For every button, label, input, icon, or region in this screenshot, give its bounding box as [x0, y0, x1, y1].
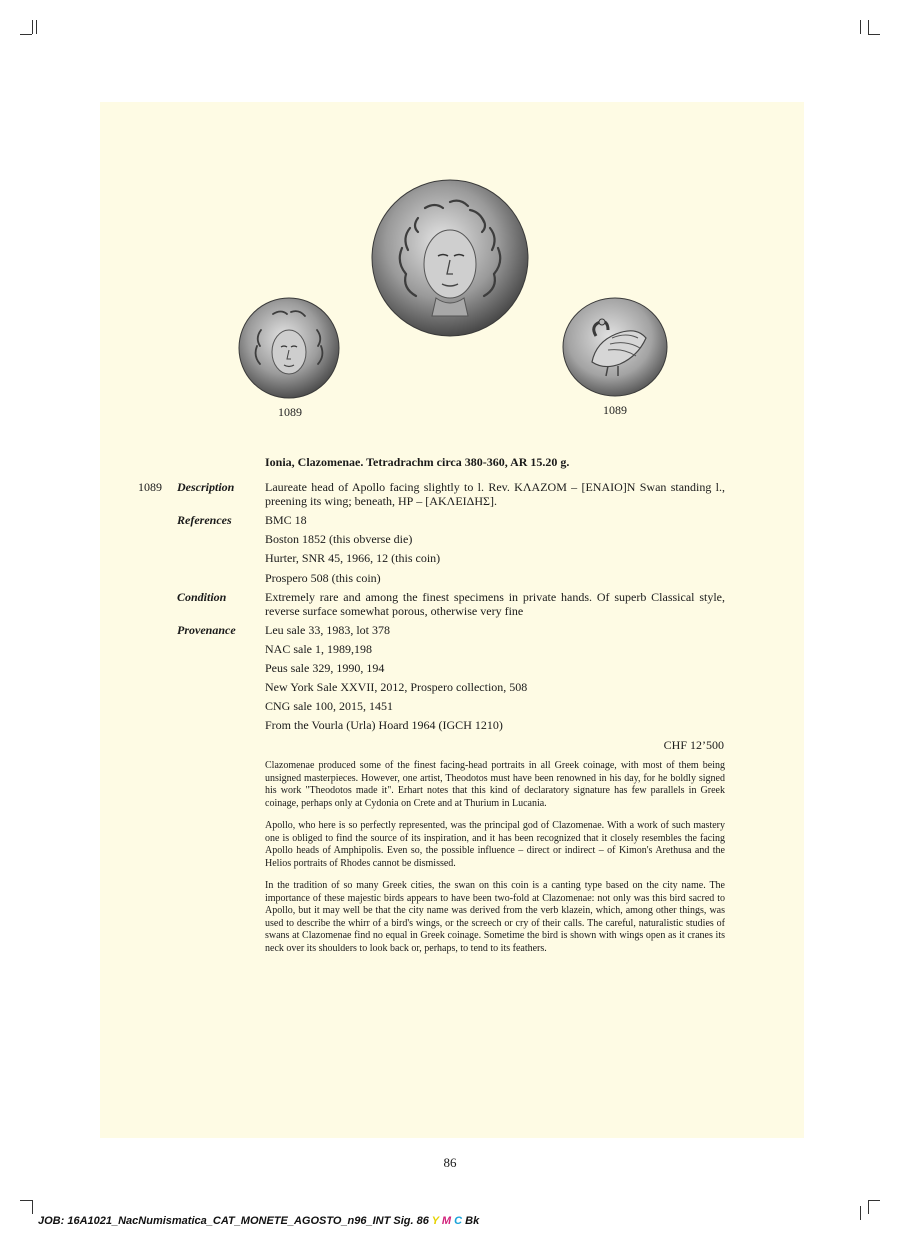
provenance-line: From the Vourla (Urla) Hoard 1964 (IGCH 1210) [265, 718, 503, 732]
reference-line: BMC 18 [265, 513, 307, 527]
job-slug [38, 1215, 479, 1227]
color-y-label: Y [431, 1215, 439, 1227]
crop-mark-bottom-right [860, 1200, 876, 1216]
essay-paragraph: In the tradition of so many Greek cities, the swan on this coin is a canting type based on the city name. The importance of these majestic birds appears to have been two-fold at Clazomenae: not only was this bird sacred to Apollo, but it may well be that the city name was derived from the verb klazein, which, among other things, was used to describe the whirr of a bird's wings, or the screech or cry of their calls. The careful, naturalistic studies of swans at Clazomenae find no equal in Greek coinage. Sometime the bird is shown with wings open as it cranes its neck over its shoulders to look back or, perhaps, to tend to its feathers. [265, 880, 725, 954]
reference-line: Prospero 508 (this coin) [265, 571, 381, 585]
provenance-label: Provenance [177, 623, 236, 637]
job-slug-text: JOB: 16A1021_NacNumismatica_CAT_MONETE_AGOSTO_n96_INT Sig. 86 [38, 1215, 429, 1227]
crop-mark-top-left [20, 20, 36, 36]
crop-mark-top-right [860, 20, 876, 36]
crop-mark-top-left-inner [36, 20, 52, 36]
lot-estimate: CHF 12’500 [663, 738, 724, 752]
provenance-line: Leu sale 33, 1983, lot 378 [265, 623, 390, 637]
coin-obverse-label: 1089 [278, 405, 302, 419]
condition-text: Extremely rare and among the finest specimens in private hands. Of superb Classical style, reverse surface somewhat porous, otherwise very fine [265, 590, 725, 618]
provenance-line: New York Sale XXVII, 2012, Prospero collection, 508 [265, 680, 528, 694]
reference-line: Boston 1852 (this obverse die) [265, 532, 413, 546]
provenance-line: Peus sale 329, 1990, 194 [265, 661, 385, 675]
color-bk-label: Bk [465, 1215, 480, 1227]
description-label: Description [177, 480, 235, 494]
condition-label: Condition [177, 590, 227, 604]
coin-obverse-large [370, 178, 530, 338]
coin-reverse-label: 1089 [603, 403, 627, 417]
crop-mark-bottom-left [20, 1200, 36, 1216]
essay-paragraph: Apollo, who here is so perfectly represented, was the principal god of Clazomenae. With a work of such mastery one is obliged to find the source of its inspiration, and it has been recognized that it closely resembles the facing Apollo heads of Amphipolis. Even so, the possible influence – direct or indirect – of Kimon's Arethusa and the Helios portraits of Rhodes cannot be dismissed. [265, 820, 725, 869]
provenance-line: NAC sale 1, 1989,198 [265, 642, 372, 656]
color-m-label: M [441, 1215, 452, 1227]
lot-number: 1089 [138, 480, 162, 494]
provenance-line: CNG sale 100, 2015, 1451 [265, 699, 393, 713]
references-label: References [177, 513, 232, 527]
reference-line: Hurter, SNR 45, 1966, 12 (this coin) [265, 551, 441, 565]
lot-title: Ionia, Clazomenae. Tetradrachm circa 380-360, AR 15.20 g. [265, 455, 570, 469]
essay-paragraph: Clazomenae produced some of the finest facing-head portraits in all Greek coinage, with most of them being unsigned masterpieces. However, one artist, Theodotos must have been renowned in his day, for he boldly signed his work "Theodotos made it". Erhart notes that this kind of declaratory signature has few parallels in Greek coinage, perhaps only at Cydonia on Crete and at Thurium in Lucania. [265, 760, 725, 809]
coin-obverse-small [237, 296, 341, 400]
description-text: Laureate head of Apollo facing slightly to l. Rev. ΚΛΑΖΟΜ – [ΕΝΑΙΟ]Ν Swan standing l., preening its wing; beneath, ΗΡ – [ΑΚΛΕΙΔΗΣ]. [265, 480, 725, 508]
page-number: 86 [443, 1155, 457, 1170]
coin-reverse [562, 296, 668, 398]
color-c-label: C [454, 1215, 463, 1227]
